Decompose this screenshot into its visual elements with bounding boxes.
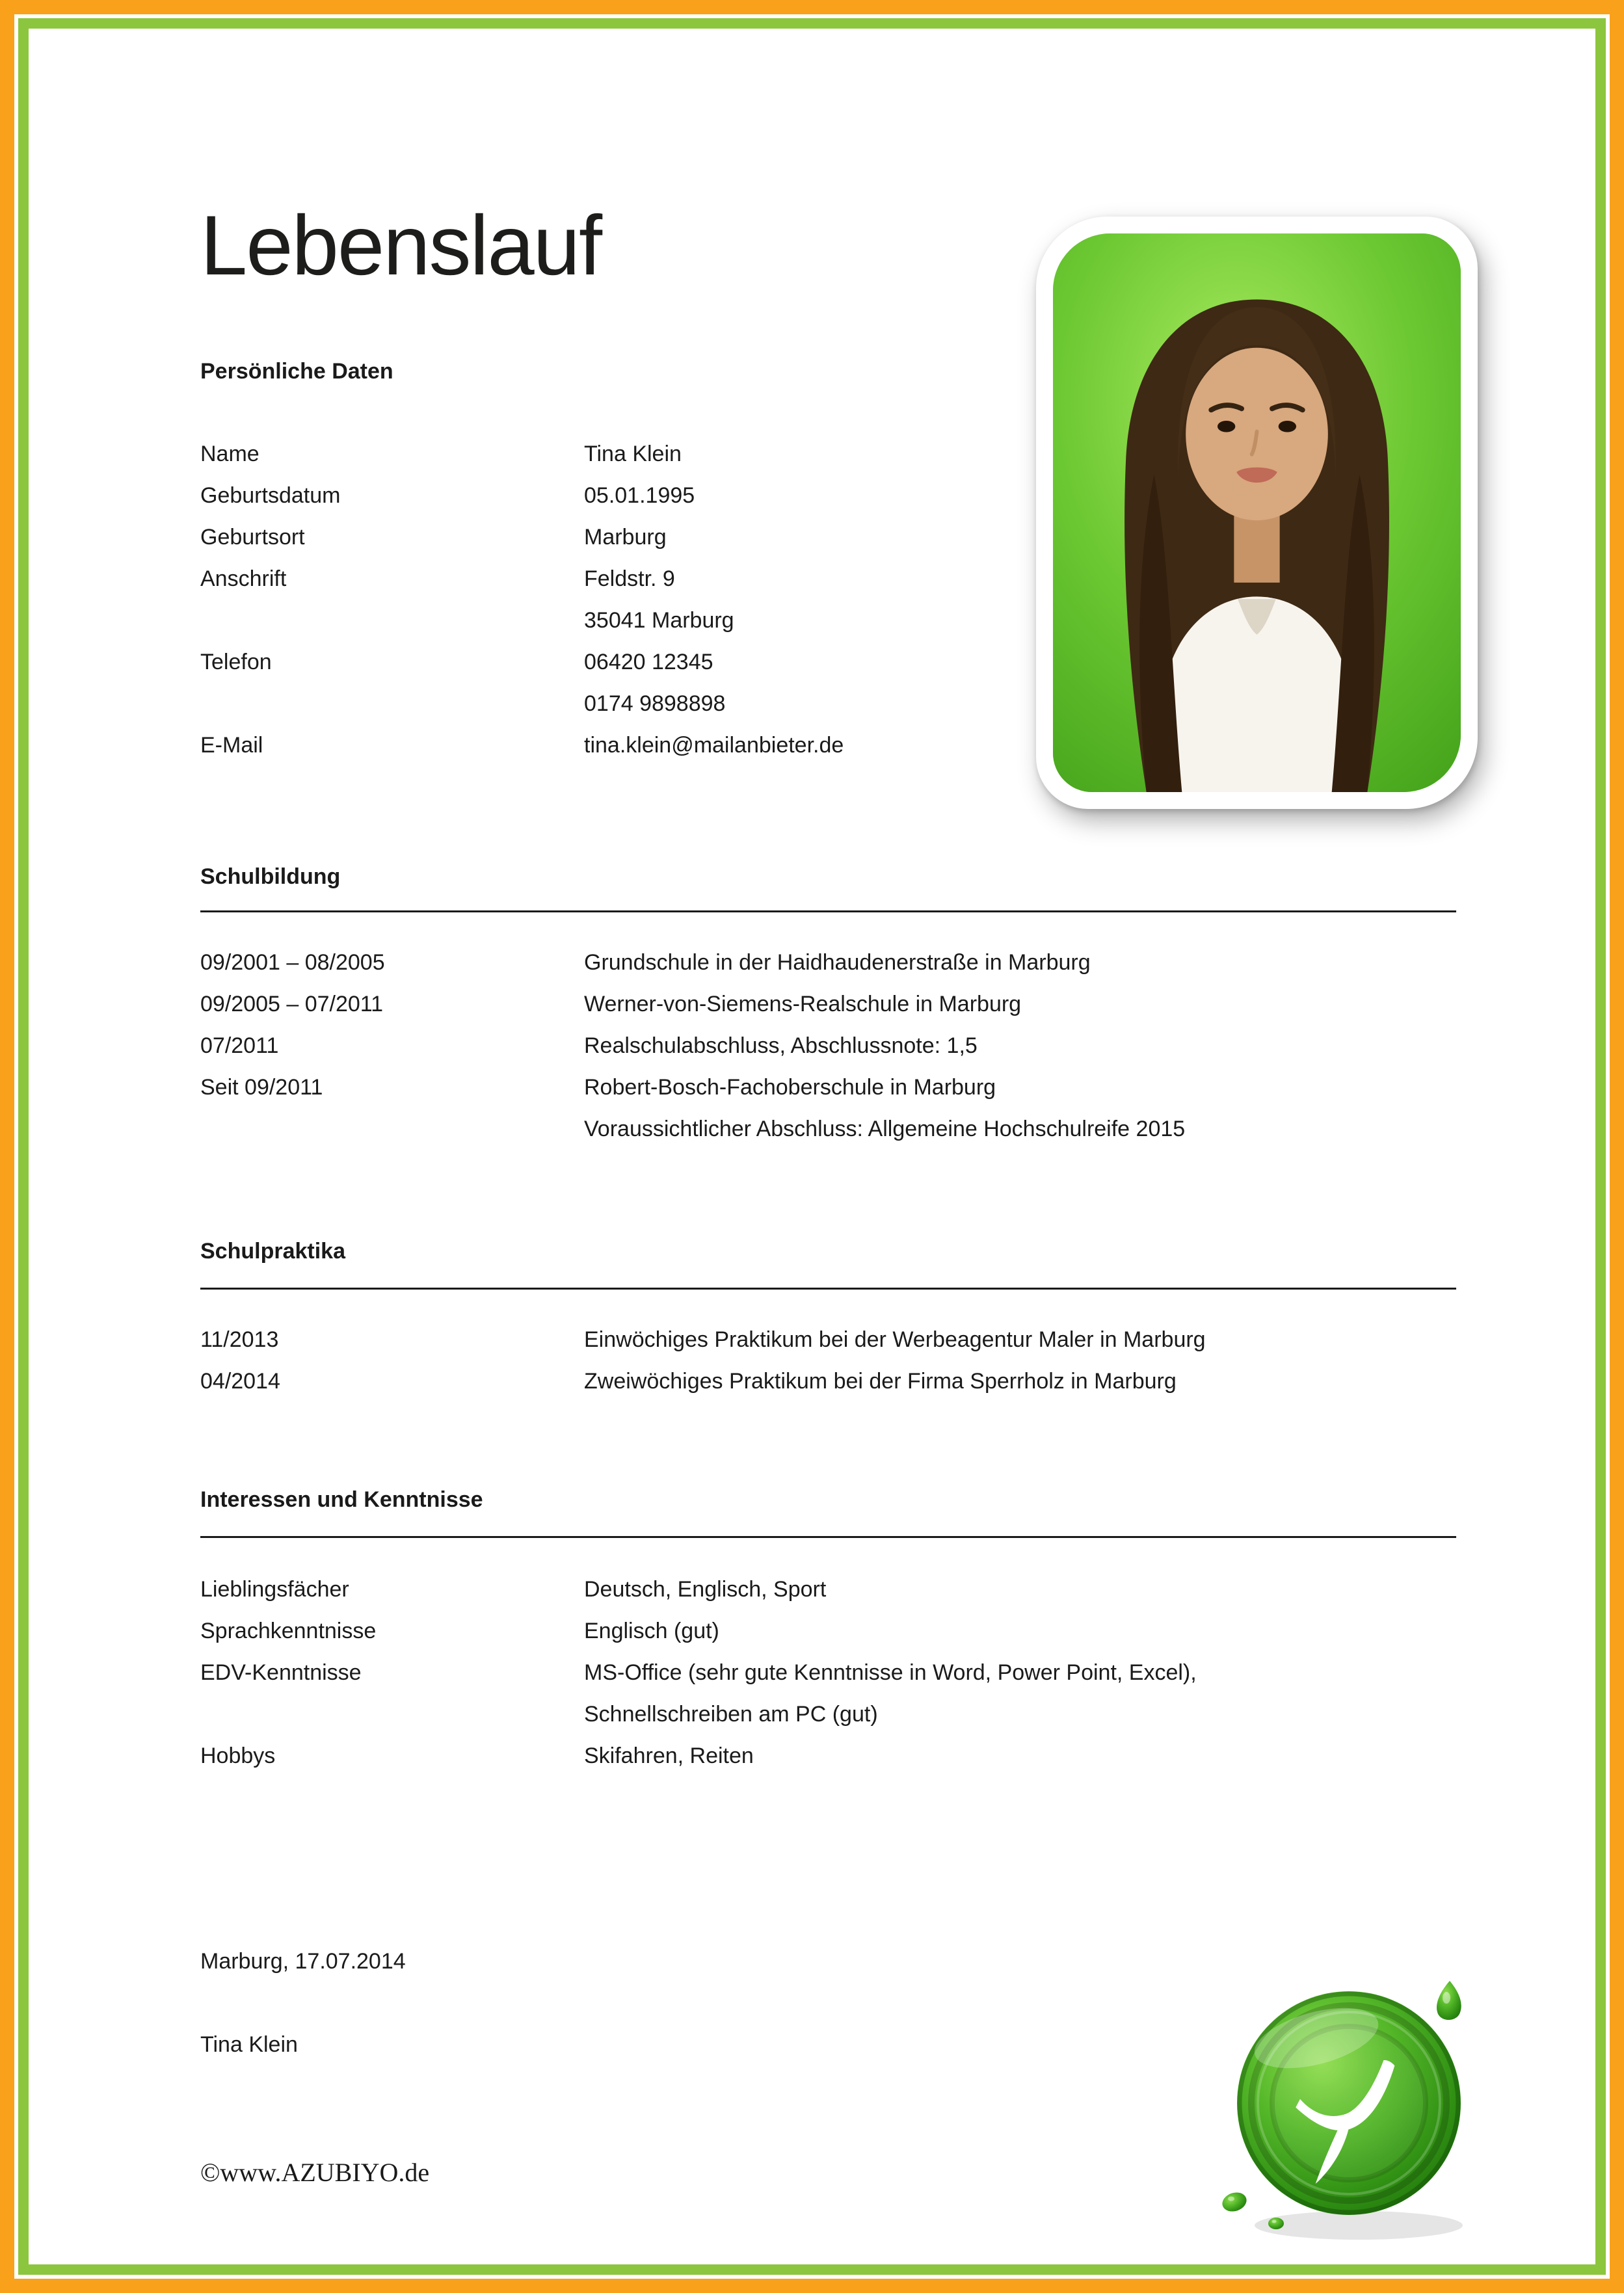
table-row [200,1693,1456,1735]
row-label: Sprachkenntnisse [200,1619,377,1643]
page-title: Lebenslauf [200,198,602,293]
row-label: Geburtsort [200,525,305,550]
table-row [200,1569,1456,1610]
section-heading-personal: Persönliche Daten [200,359,393,384]
applicant-photo [1053,233,1461,792]
seal-body [1237,1991,1461,2215]
row-value: 35041 Marburg [584,608,734,633]
row-label: 09/2005 – 07/2011 [200,992,384,1016]
row-value: Feldstr. 9 [584,566,675,591]
row-label: Seit 09/2011 [200,1075,323,1100]
wax-seal-icon [1193,1967,1531,2259]
table-row [200,1360,1456,1402]
row-value: Voraussichtlicher Abschluss: Allgemeine Hochschulreife 2015 [584,1117,1186,1141]
table-row [200,1319,1456,1360]
azubiyo-seal-logo [1193,1967,1531,2259]
footer-signature: Tina Klein [200,2032,298,2057]
table-row [200,942,1456,983]
table-row [200,1108,1456,1150]
education-list [200,942,1456,1150]
row-value: Grundschule in der Haidhaudenerstraße in Marburg [584,950,1091,975]
row-label: 04/2014 [200,1369,280,1394]
row-label: E-Mail [200,733,263,758]
row-label: EDV-Kenntnisse [200,1660,362,1685]
row-value: 0174 9898898 [584,691,726,716]
row-label [200,600,584,641]
row-label [200,1693,584,1735]
interests-list [200,1569,1456,1777]
row-value: 06420 12345 [584,650,713,674]
row-value: Werner-von-Siemens-Realschule in Marburg [584,992,1022,1016]
row-label: Anschrift [200,566,287,591]
row-value: Englisch (gut) [584,1619,719,1643]
row-value: Marburg [584,525,667,550]
row-value: Robert-Bosch-Fachoberschule in Marburg [584,1075,996,1100]
row-label: 11/2013 [200,1327,279,1352]
section-heading-education: Schulbildung [200,864,341,889]
row-value: 05.01.1995 [584,483,695,508]
row-label: Hobbys [200,1743,276,1768]
table-row [200,1610,1456,1652]
eye-right [1279,421,1296,432]
row-label: Geburtsdatum [200,483,341,508]
row-value: Einwöchiges Praktikum bei der Werbeagentur Maler in Marburg [584,1327,1206,1352]
page-frame-green [18,18,1606,2275]
table-row [200,1652,1456,1693]
eye-left [1218,421,1235,432]
row-label [200,683,584,724]
seal-droplet [1220,2190,1249,2214]
row-value: Realschulabschluss, Abschlussnote: 1,5 [584,1033,978,1058]
footer-copyright: ©www.AZUBIYO.de [200,2158,430,2187]
table-row [200,983,1456,1025]
footer-place-date: Marburg, 17.07.2014 [200,1949,406,1974]
section-divider [200,1536,1456,1538]
internships-list [200,1319,1456,1402]
row-value: Tina Klein [584,442,682,466]
row-value: Schnellschreiben am PC (gut) [584,1702,878,1727]
photo-frame [1036,217,1478,809]
section-heading-interests: Interessen und Kenntnisse [200,1487,483,1512]
section-divider [200,910,1456,912]
row-label: 09/2001 – 08/2005 [200,950,385,975]
portrait-illustration [1053,233,1461,792]
row-label [200,1108,584,1150]
row-value: tina.klein@mailanbieter.de [584,733,844,758]
row-value: MS-Office (sehr gute Kenntnisse in Word, Power Point, Excel), [584,1660,1197,1685]
row-value: Zweiwöchiges Praktikum bei der Firma Sperrholz in Marburg [584,1369,1177,1394]
seal-droplet [1268,2218,1284,2229]
seal-shadow [1255,2211,1463,2240]
section-heading-internships: Schulpraktika [200,1239,345,1264]
row-label: Lieblingsfächer [200,1577,349,1602]
section-divider [200,1288,1456,1290]
row-value: Skifahren, Reiten [584,1743,754,1768]
row-label: 07/2011 [200,1033,279,1058]
row-label: Telefon [200,650,272,674]
row-label: Name [200,442,260,466]
row-value: Deutsch, Englisch, Sport [584,1577,827,1602]
seal-droplet [1437,1981,1461,2020]
table-row [200,1025,1456,1067]
table-row [200,1067,1456,1108]
table-row [200,1735,1456,1777]
